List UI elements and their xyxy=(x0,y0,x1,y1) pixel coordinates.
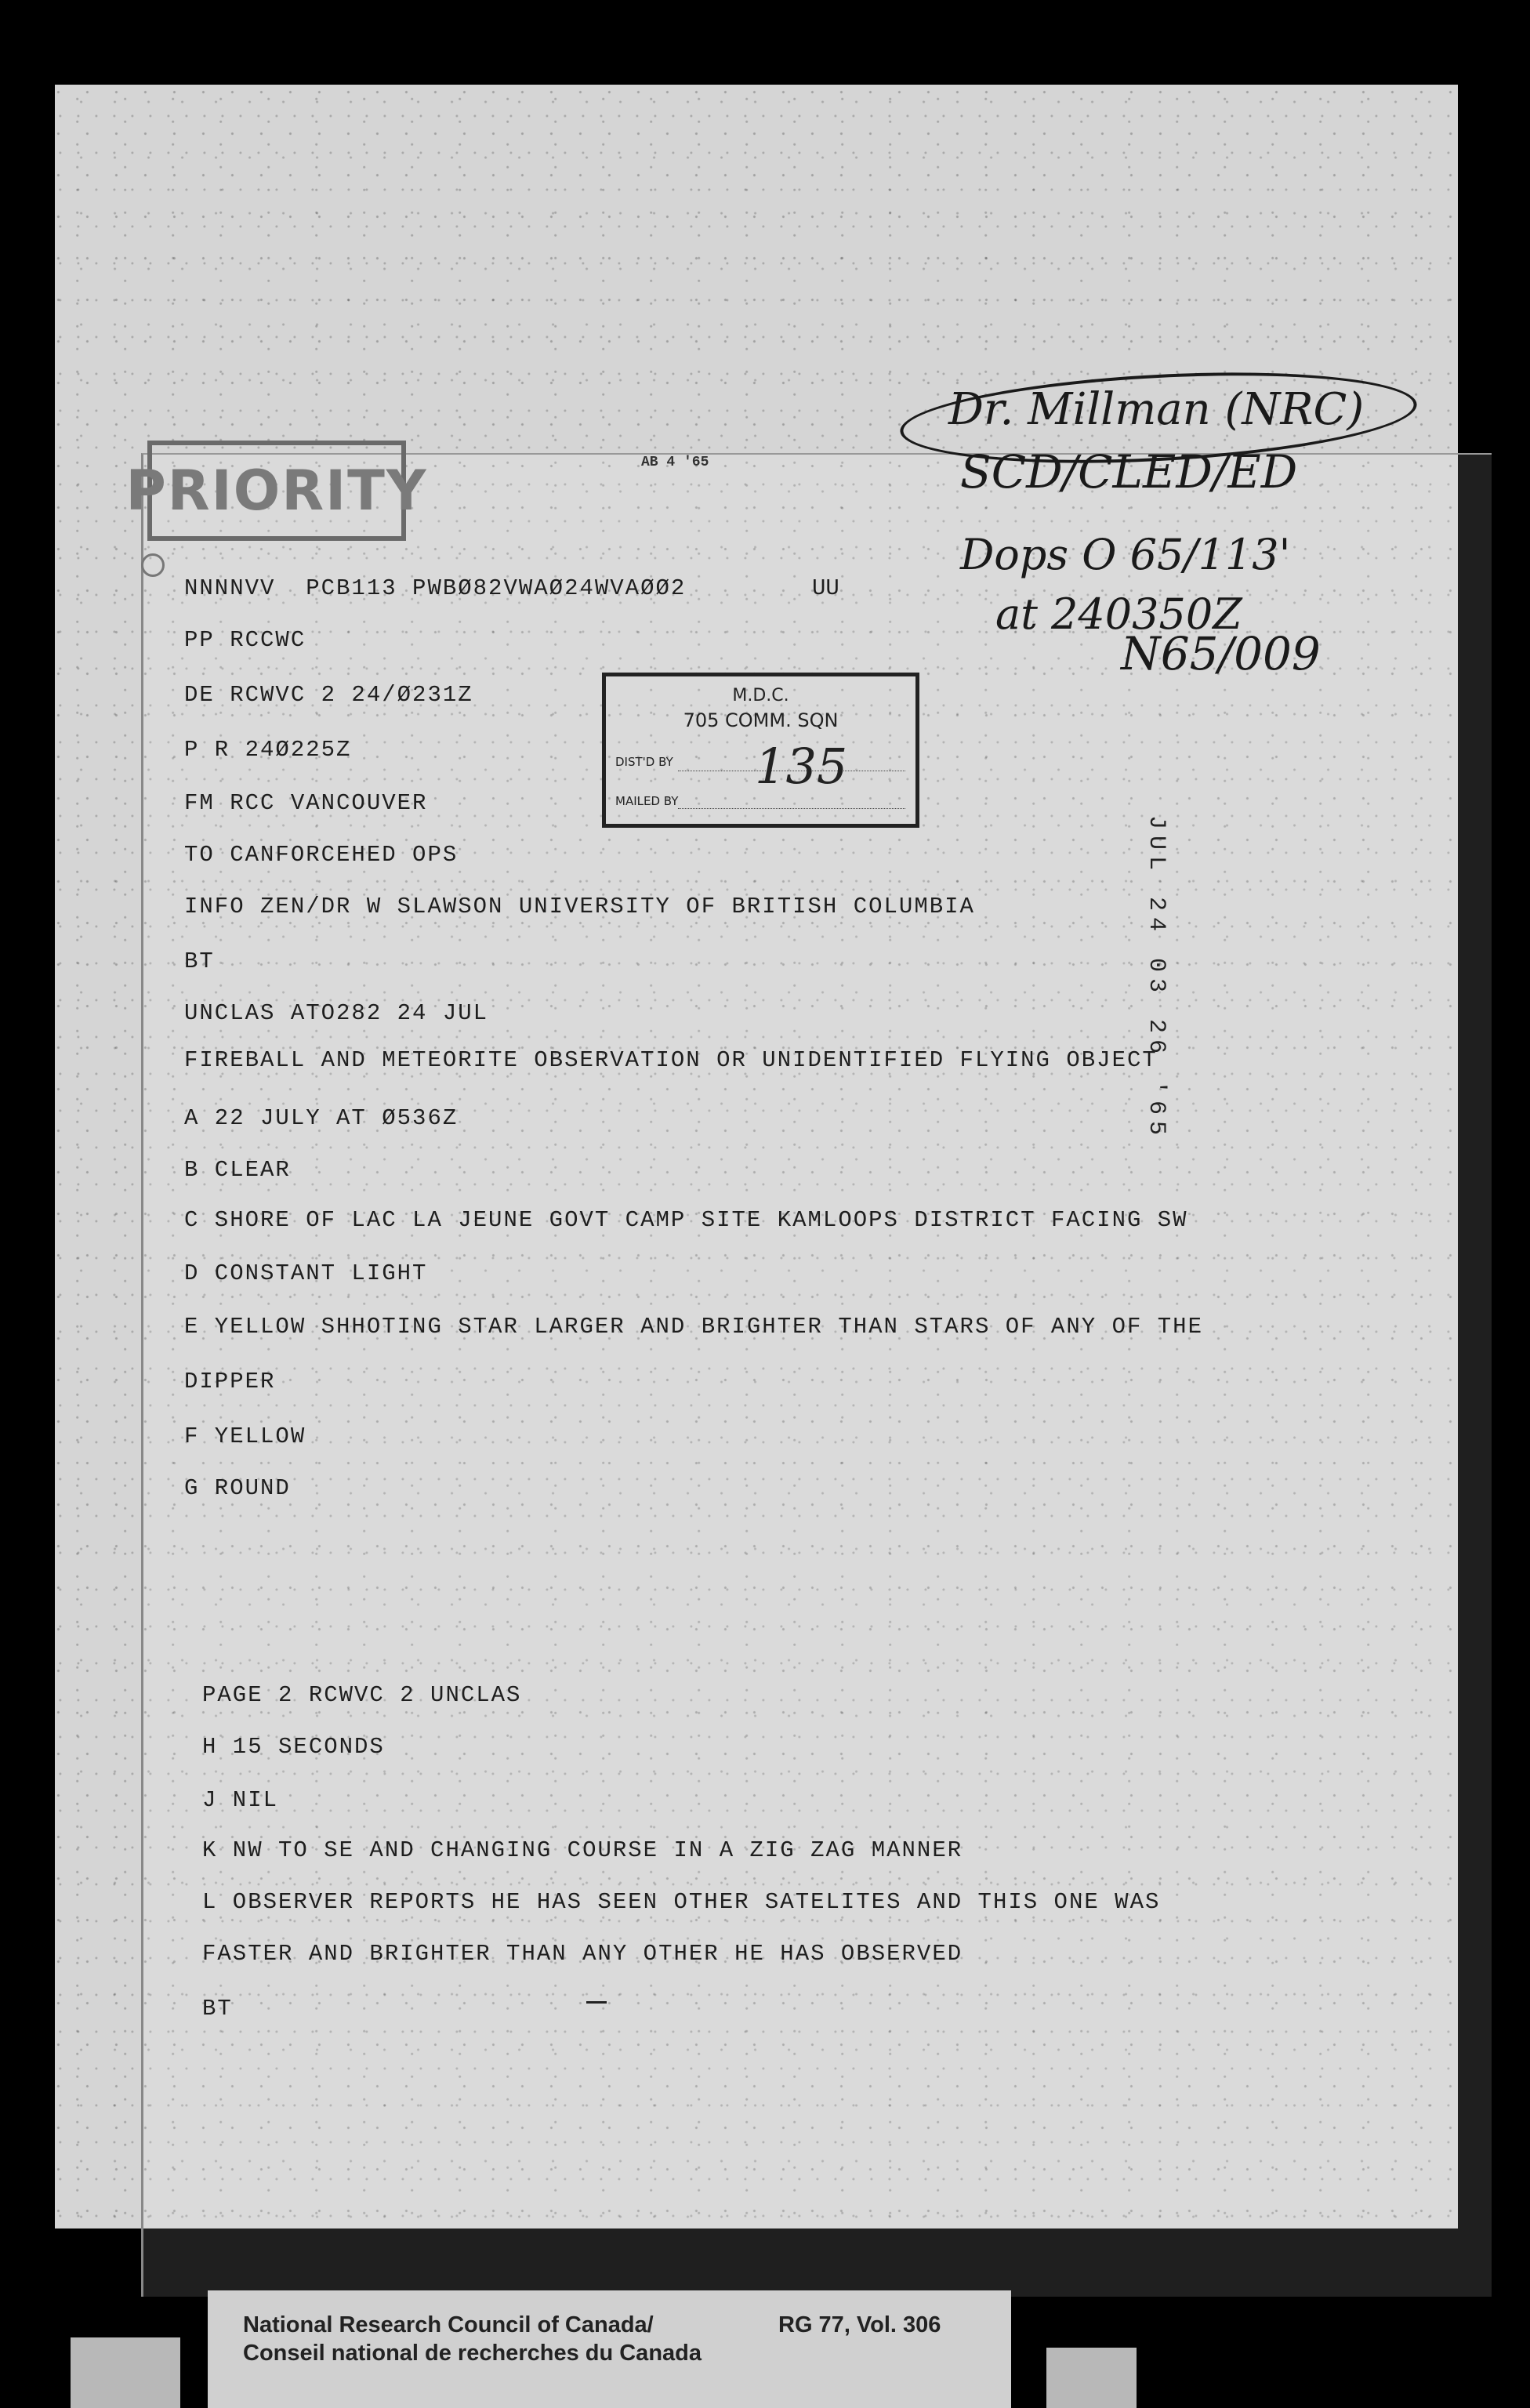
telex-line: K NW TO SE AND CHANGING COURSE IN A ZIG ZAG MANNER xyxy=(202,1837,963,1863)
telex-line: B CLEAR xyxy=(184,1157,291,1183)
archive-label-en: National Research Council of Canada/ xyxy=(243,2312,654,2337)
stamp-dist-number: 135 xyxy=(755,738,848,795)
received-date-stamp xyxy=(1143,698,1232,1142)
punch-hole-mark xyxy=(141,553,165,577)
mdc-comm-stamp xyxy=(602,673,919,828)
telex-line: UNCLAS ATO282 24 JUL xyxy=(184,1000,489,1026)
stamp-mailed-label: MAILED BY xyxy=(615,794,679,808)
telex-line: DIPPER xyxy=(184,1369,276,1394)
priority-stamp: PRIORITY xyxy=(147,441,406,541)
handwritten-time: at 240350Z xyxy=(995,589,1242,639)
telex-line: G ROUND xyxy=(184,1475,291,1501)
date-stamp-text: JUL 24 03 26 '65 xyxy=(1143,815,1169,1142)
handwritten-file-number: N65/009 xyxy=(1121,627,1321,680)
handwritten-routing: SCD/CLED/ED xyxy=(960,445,1298,499)
telex-line: C SHORE OF LAC LA JEUNE GOVT CAMP SITE KAMLOOPS DISTRICT FACING SW xyxy=(184,1207,1188,1233)
telex-line: D CONSTANT LIGHT xyxy=(184,1260,428,1286)
telex-line: E YELLOW SHHOTING STAR LARGER AND BRIGHTER THAN STARS OF ANY OF THE xyxy=(184,1314,1203,1340)
telex-header-uu: UU xyxy=(812,575,839,601)
telex-page2-header: PAGE 2 RCWVC 2 UNCLAS xyxy=(202,1682,522,1708)
archive-reference: RG 77, Vol. 306 xyxy=(778,2312,941,2337)
telex-line: DE RCWVC 2 24/Ø231Z xyxy=(184,682,473,708)
telex-line: J NIL xyxy=(202,1787,279,1813)
stamp-dist-label: DIST'D BY xyxy=(615,755,673,769)
archive-label-fr: Conseil national de recherches du Canada xyxy=(243,2341,702,2366)
telex-bt-line: BT xyxy=(184,948,215,974)
telex-line: L OBSERVER REPORTS HE HAS SEEN OTHER SATELITES AND THIS ONE WAS xyxy=(202,1889,1161,1915)
telex-subject-line: FIREBALL AND METEORITE OBSERVATION OR UNIDENTIFIED FLYING OBJECT xyxy=(184,1047,1158,1073)
archive-label xyxy=(208,2290,1011,2408)
receipt-mark: AB 4 '65 xyxy=(641,455,709,470)
telex-line: P R 24Ø225Z xyxy=(184,737,352,763)
scan-border-right xyxy=(1046,2348,1137,2408)
handwritten-recipient: Dr. Millman (NRC) xyxy=(948,384,1365,435)
telex-from-line: FM RCC VANCOUVER xyxy=(184,790,428,816)
stamp-unit: M.D.C. xyxy=(732,686,789,705)
scan-border-left xyxy=(71,2337,180,2408)
handwritten-dops: Dops O 65/113' xyxy=(960,530,1291,579)
stamp-squadron: 705 COMM. SQN xyxy=(683,709,839,731)
telex-header-line: NNNNVV PCB113 PWBØ82VWAØ24WVAØØ2 xyxy=(184,575,687,601)
telex-line: F YELLOW xyxy=(184,1423,306,1449)
telex-line: H 15 SECONDS xyxy=(202,1734,385,1760)
stamp-mailed-rule xyxy=(678,808,905,809)
telex-info-line: INFO ZEN/DR W SLAWSON UNIVERSITY OF BRITISH COLUMBIA xyxy=(184,894,975,919)
telex-to-line: TO CANFORCEHED OPS xyxy=(184,842,459,868)
telex-line: PP RCCWC xyxy=(184,627,306,653)
telex-bt-line: BT xyxy=(202,1996,233,2022)
telex-line: A 22 JULY AT Ø536Z xyxy=(184,1105,459,1131)
telex-line: FASTER AND BRIGHTER THAN ANY OTHER HE HAS OBSERVED xyxy=(202,1941,963,1967)
dash-mark xyxy=(586,2001,607,2004)
